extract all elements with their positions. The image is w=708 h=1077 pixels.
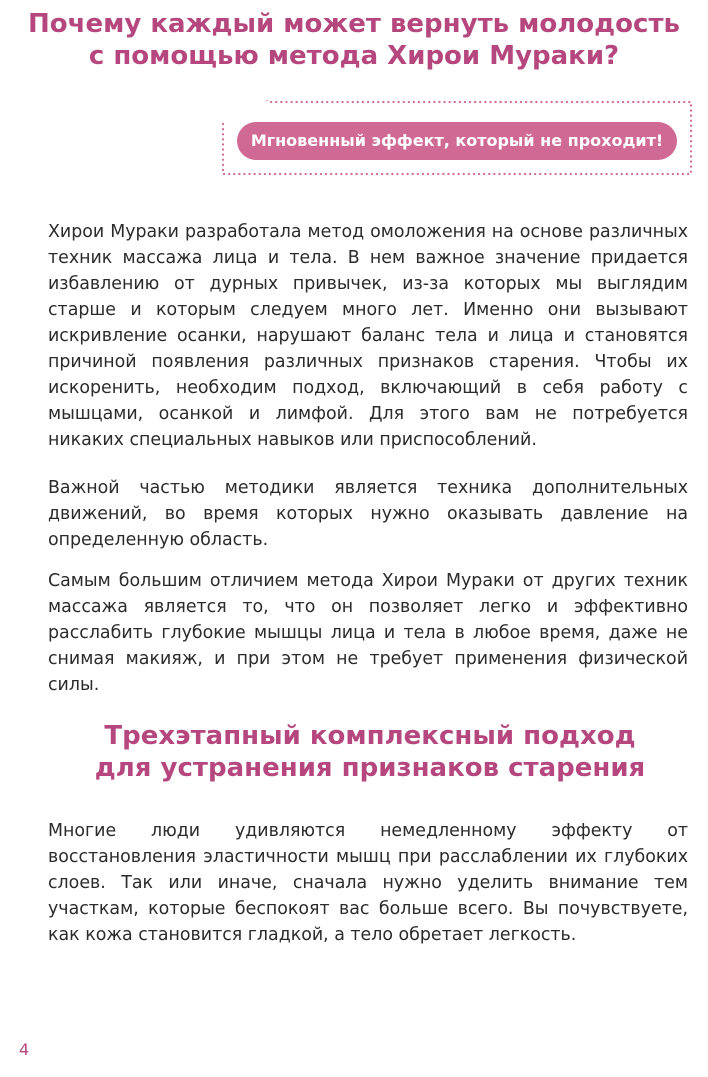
paragraph-3: Самым большим отличием метода Хирои Мураки от других техник массажа является то, что он позволяет легко и эффективно расслабить глубокие мышцы лица и тела в любое время, даже не снимая макияж, и при этом не требует применения физической силы. xyxy=(48,571,688,695)
section-heading-line-2: для устранения признаков старения xyxy=(94,753,646,783)
page-title xyxy=(0,8,708,72)
page-title-line-1: Почему каждый может вернуть молодость xyxy=(28,9,680,39)
section-heading-line-1: Трехэтапный комплексный подход xyxy=(104,721,636,751)
paragraph-4: Многие люди удивляются немедленному эффекту от восстановления эластичности мышц при расслаблении их глубоких слоев. Так или иначе, сначала нужно уделить внимание тем участкам, которые беспокоят вас больше всего. Вы почувствуете, как кожа становится гладкой, а тело обретает легкость. xyxy=(48,821,688,945)
page-title-line-2: с помощью метода Хирои Мураки? xyxy=(88,41,620,71)
paragraph-1: Хирои Мураки разработала метод омоложения на основе различных техник массажа лица и тела. В нем важное значение придается избавлению от дурных привычек, из-за которых мы выглядим старше и которым следуем много лет. Именно они вызывают искривление осанки, нарушают баланс тела и лица и становятся причиной появления различных признаков старения. Чтобы их искоренить, необходим подход, включающий в себя работу с мышцами, осанкой и лимфой. Для этого вам не потребуется никаких специальных навыков или приспособлений. xyxy=(48,222,688,450)
callout-box xyxy=(221,100,693,176)
section-heading xyxy=(0,720,708,784)
callout-pill: Мгновенный эффект, который не проходит! xyxy=(237,122,677,160)
paragraph-2: Важной частью методики является техника дополнительных движений, во время которых нужно оказывать давление на определенную область. xyxy=(48,478,688,550)
page-number: 4 xyxy=(19,1040,30,1059)
